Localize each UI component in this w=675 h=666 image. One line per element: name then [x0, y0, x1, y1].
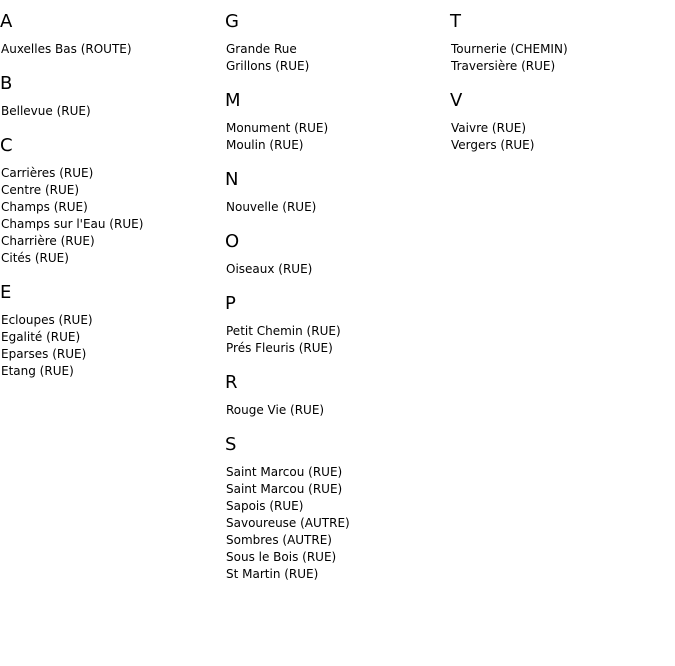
letter-group [451, 11, 671, 75]
street-item: Auxelles Bas (ROUTE) [1, 42, 132, 56]
street-list [1, 312, 221, 380]
street-item: Prés Fleuris (RUE) [226, 341, 333, 355]
letter-group [1, 282, 221, 380]
index-column [226, 0, 446, 583]
letter-heading: P [225, 293, 236, 314]
letter-group [226, 372, 446, 419]
street-list [451, 120, 671, 154]
street-item: Sapois (RUE) [226, 499, 304, 513]
index-column [451, 0, 671, 154]
letter-group [226, 169, 446, 216]
street-item: Ecloupes (RUE) [1, 313, 93, 327]
letter-heading: O [225, 231, 240, 252]
index-column [1, 0, 221, 380]
letter-heading: R [225, 372, 238, 393]
letter-heading: A [0, 11, 13, 32]
street-item: Egalité (RUE) [1, 330, 81, 344]
street-item: Savoureuse (AUTRE) [226, 516, 350, 530]
letter-group [226, 434, 446, 583]
letter-heading: M [225, 90, 241, 111]
letter-group [226, 11, 446, 75]
street-list [226, 41, 446, 75]
street-item: Oiseaux (RUE) [226, 262, 313, 276]
street-list [226, 120, 446, 154]
street-list [1, 165, 221, 267]
street-item: Bellevue (RUE) [1, 104, 91, 118]
street-item: Saint Marcou (RUE) [226, 482, 343, 496]
street-list [1, 103, 221, 120]
letter-group [226, 231, 446, 278]
street-item: Charrière (RUE) [1, 234, 95, 248]
street-item: Tournerie (CHEMIN) [451, 42, 568, 56]
street-list [226, 199, 446, 216]
street-item: Carrières (RUE) [1, 166, 94, 180]
letter-group [1, 135, 221, 267]
street-item: Saint Marcou (RUE) [226, 465, 343, 479]
street-item: Nouvelle (RUE) [226, 200, 317, 214]
street-item: Champs sur l'Eau (RUE) [1, 217, 144, 231]
letter-heading: N [225, 169, 239, 190]
street-item: Vergers (RUE) [451, 138, 535, 152]
street-item: Traversière (RUE) [451, 59, 556, 73]
street-item: St Martin (RUE) [226, 567, 319, 581]
street-item: Grillons (RUE) [226, 59, 310, 73]
letter-heading: T [450, 11, 461, 32]
street-list [1, 41, 221, 58]
letter-group [1, 11, 221, 58]
street-item: Sombres (AUTRE) [226, 533, 332, 547]
street-item: Eparses (RUE) [1, 347, 87, 361]
street-list [226, 323, 446, 357]
letter-heading: V [450, 90, 463, 111]
street-list [226, 261, 446, 278]
letter-heading: B [0, 73, 13, 94]
street-item: Cités (RUE) [1, 251, 69, 265]
street-item: Champs (RUE) [1, 200, 88, 214]
street-item: Centre (RUE) [1, 183, 80, 197]
letter-group [226, 90, 446, 154]
street-item: Petit Chemin (RUE) [226, 324, 341, 338]
letter-heading: G [225, 11, 239, 32]
letter-heading: E [0, 282, 12, 303]
street-item: Grande Rue [226, 42, 297, 56]
street-item: Sous le Bois (RUE) [226, 550, 337, 564]
street-item: Moulin (RUE) [226, 138, 304, 152]
letter-group [451, 90, 671, 154]
letter-group [226, 293, 446, 357]
letter-group [1, 73, 221, 120]
street-list [226, 402, 446, 419]
street-list [226, 464, 446, 583]
street-item: Monument (RUE) [226, 121, 329, 135]
street-list [451, 41, 671, 75]
street-item: Vaivre (RUE) [451, 121, 526, 135]
street-item: Etang (RUE) [1, 364, 74, 378]
letter-heading: C [0, 135, 13, 156]
letter-heading: S [225, 434, 237, 455]
street-item: Rouge Vie (RUE) [226, 403, 325, 417]
